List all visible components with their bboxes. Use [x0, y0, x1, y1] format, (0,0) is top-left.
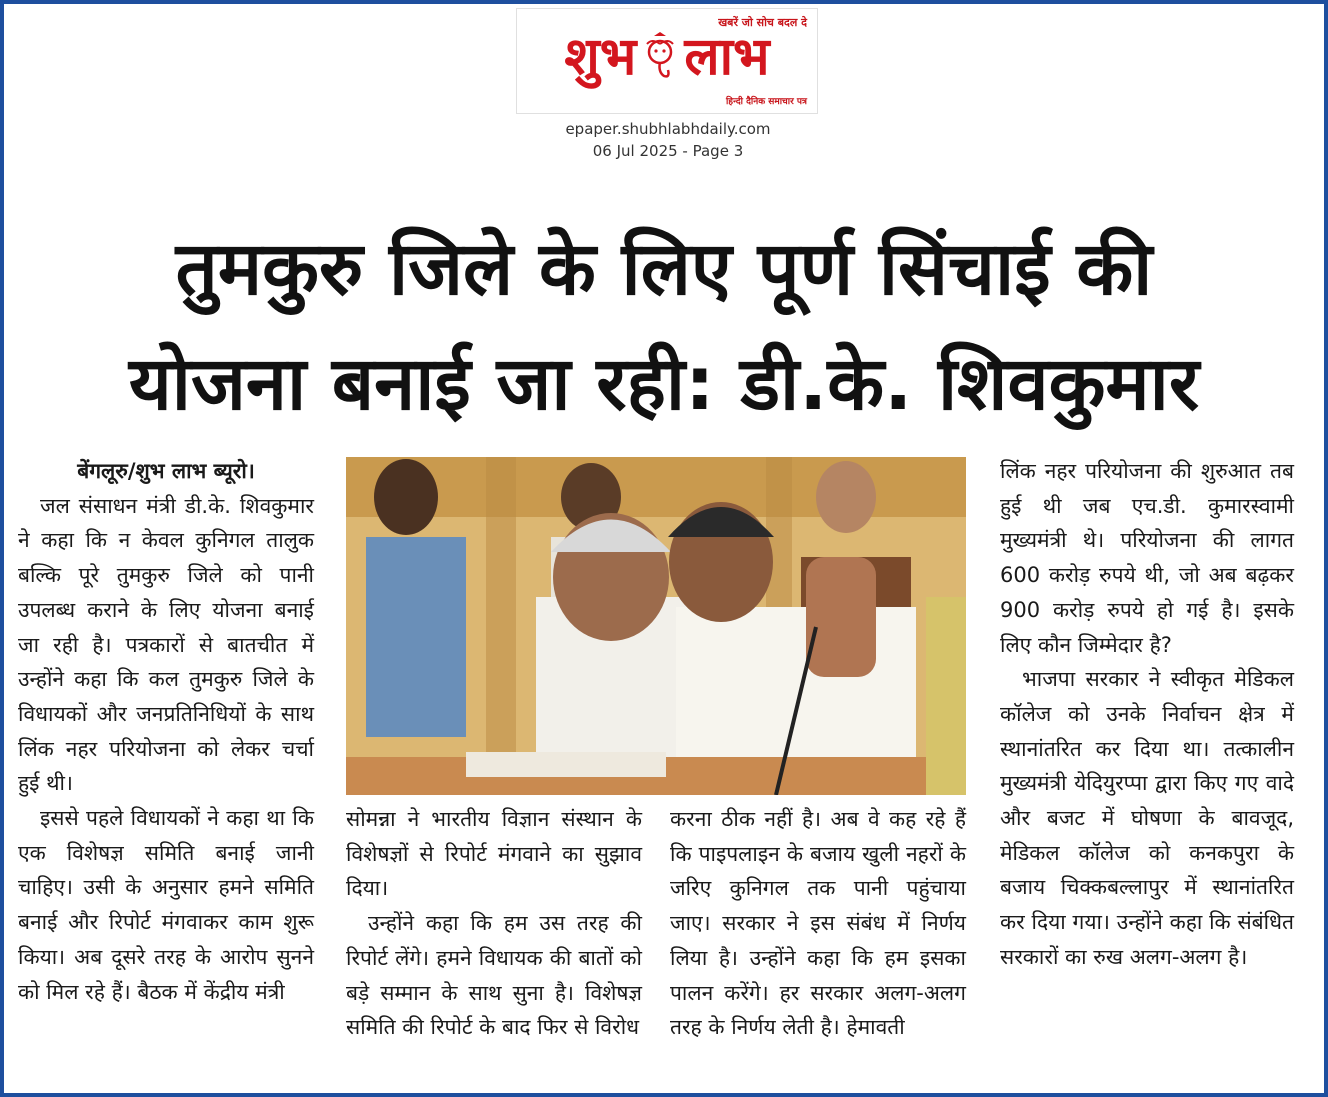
paragraph: करना ठीक नहीं है। अब वे कह रहे हैं कि पाइपलाइन के बजाय खुली नहरों के जरिए कुनिगल तक पानी पहुंचाया जाए। सरकार ने इस संबंध में निर्णय लिया है। उन्होंने कहा कि हम इसका पालन करेंगे। हर सरकार अलग-अलग तरह के निर्णय लेती है। हेमावती	[670, 807, 966, 1040]
masthead-logo[interactable]	[516, 8, 818, 114]
masthead-tagline: खबरें जो सोच बदल दे	[718, 16, 807, 29]
paragraph: भाजपा सरकार ने स्वीकृत मेडिकल कॉलेज को उनके निर्वाचन क्षेत्र में स्थानांतरित कर दिया था। तत्कालीन मुख्यमंत्री येदियुरप्पा द्वारा किए गए वादे और बजट में घोषणा के बावजूद, मेडिकल कॉलेज को कनकपुरा के बजाय चिक्कबल्लापुर में स्थानांतरित कर दिया गया। उन्होंने कहा कि संबंधित सरकारों का रुख अलग-अलग है।	[1000, 667, 1294, 969]
headline-line-1: तुमकुरु जिले के लिए पूर्ण सिंचाई की	[175, 226, 1153, 312]
paragraph: लिंक नहर परियोजना की शुरुआत तब हुई थी जब एच.डी. कुमारस्वामी मुख्यमंत्री थे। परियोजना की लागत 600 करोड़ रुपये थी, जो अब बढ़कर 900 करोड़ रुपये हो गई है। इसके लिए कौन जिम्मेदार है?	[1000, 459, 1294, 657]
news-photo	[346, 457, 966, 795]
brand-word-right: लाभ	[684, 26, 770, 87]
headline-line-2: योजना बनाई जा रही: डी.के. शिवकुमार	[128, 341, 1200, 427]
brand-word-left: शुभ	[564, 26, 637, 87]
paragraph: जल संसाधन मंत्री डी.के. शिवकुमार ने कहा कि न केवल कुनिगल तालुक बल्कि पूरे तुमकुरु जिले को पानी उपलब्ध कराने के लिए योजना बनाई जा रही है। पत्रकारों से बातचीत में उन्होंने कहा कि कल तुमकुरु जिले के विधायकों और जनप्रतिनिधियों के साथ लिंक नहर परियोजना को लेकर चर्चा हुई थी।	[18, 493, 314, 796]
article-headline	[14, 212, 1314, 442]
paragraph: इससे पहले विधायकों ने कहा था कि एक विशेषज्ञ समिति बनाई जानी चाहिए। उसी के अनुसार हमने समिति बनाई और रिपोर्ट मंगवाकर काम शुरू किया। अब दूसरे तरह के आरोप सुनने को मिल रहे हैं। बैठक में केंद्रीय मंत्री	[18, 806, 314, 1004]
edition-date-page: 06 Jul 2025 - Page 3	[592, 142, 744, 160]
ganesha-icon	[640, 32, 680, 82]
paragraph: सोमन्ना ने भारतीय विज्ञान संस्थान के विशेषज्ञों से रिपोर्ट मंगवाने का सुझाव दिया।	[346, 807, 642, 901]
paragraph: उन्होंने कहा कि हम उस तरह की रिपोर्ट लेंगे। हमने विधायक की बातों को बड़े सम्मान के साथ सुना है। विशेषज्ञ समिति की रिपोर्ट के बाद फिर से विरोध	[346, 911, 642, 1040]
news-photo-image	[346, 457, 966, 795]
article-column-4	[1000, 454, 1294, 975]
article-column-1	[18, 454, 314, 1009]
article-column-2	[346, 802, 642, 1045]
dateline: बेंगलूरु/शुभ लाभ ब्यूरो।	[77, 459, 255, 483]
brand-wordmark	[517, 27, 817, 87]
epaper-url[interactable]: epaper.shubhlabhdaily.com	[565, 120, 771, 138]
article-column-3	[670, 802, 966, 1045]
masthead-subtitle: हिन्दी दैनिक समाचार पत्र	[725, 97, 807, 107]
